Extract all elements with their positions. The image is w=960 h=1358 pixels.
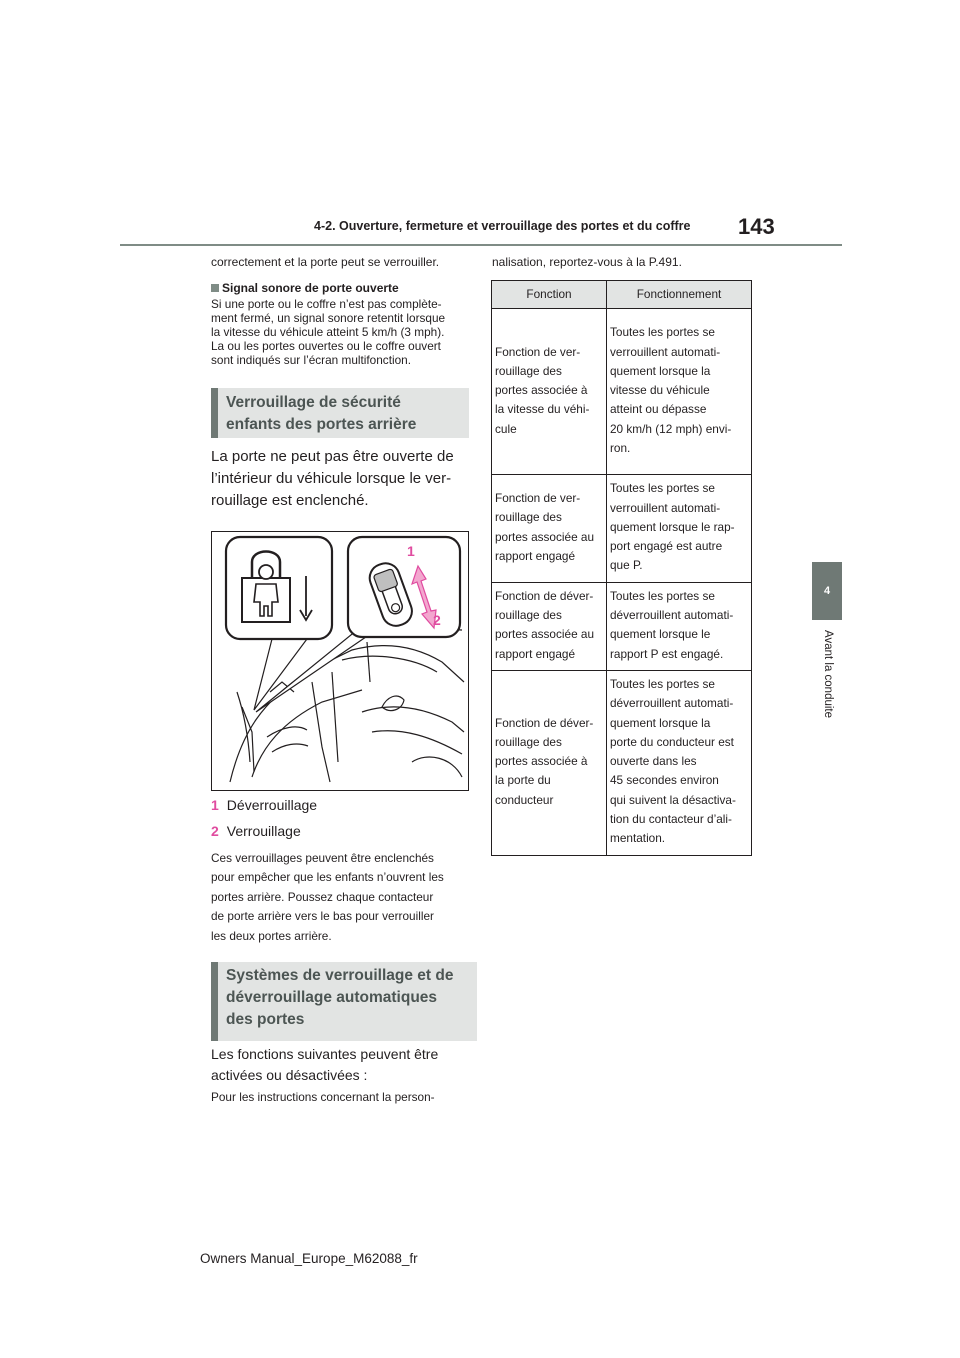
text-line: rouillage des <box>495 734 562 749</box>
text-line: cule <box>495 421 517 436</box>
text-line: Toutes les portes se <box>610 325 715 340</box>
text-line: vitesse du véhicule <box>610 383 710 398</box>
text-line: sont indiqués sur l’écran multifonction. <box>211 353 411 367</box>
title-line: Systèmes de verrouillage et de <box>226 967 454 984</box>
signal-heading-text: Signal sonore de porte ouverte <box>222 281 399 295</box>
table-header-cell: Fonction <box>492 281 607 309</box>
text-line: Fonction de ver- <box>495 344 581 359</box>
text-line: rouillage est enclenché. <box>211 492 369 509</box>
text-line: quement lorsque la <box>610 715 711 730</box>
text-line: quement lorsque le <box>610 627 711 642</box>
legend-text: Verrouillage <box>226 823 301 839</box>
text-line: Toutes les portes se <box>610 588 715 603</box>
table-cell-function <box>492 670 607 855</box>
text-line: déverrouillent automati- <box>610 696 734 711</box>
legend-number: 1 <box>211 797 219 813</box>
figure-label-2: 2 <box>433 612 441 628</box>
text-line: ouverte dans les <box>610 754 697 769</box>
text-line: La porte ne peut pas être ouverte de <box>211 448 454 465</box>
text-line: Fonction de déver- <box>495 715 594 730</box>
text-line: verrouillent automati- <box>610 344 721 359</box>
section-auto-lock-title <box>211 962 477 1041</box>
text-line: activées ou désactivées : <box>211 1067 368 1083</box>
signal-paragraph <box>211 297 469 367</box>
text-line: Fonction de déver- <box>495 588 594 603</box>
auto-lock-note: Pour les instructions concernant la person- <box>211 1090 435 1104</box>
text-line: rouillage des <box>495 363 562 378</box>
title-line: enfants des portes arrière <box>226 416 417 433</box>
text-line: pour empêcher que les enfants n’ouvrent les <box>211 870 444 885</box>
legend-number: 2 <box>211 823 219 839</box>
text-line: Ces verrouillages peuvent être enclenchés <box>211 851 434 865</box>
text-line: de porte arrière vers le bas pour verrouiller <box>211 909 434 924</box>
chapter-tab-number: 4 <box>812 562 842 620</box>
function-table <box>491 280 752 856</box>
table-row <box>492 582 752 670</box>
text-line: portes associée à <box>495 383 588 398</box>
table-row <box>492 670 752 855</box>
text-line: quement lorsque la <box>610 363 711 378</box>
left-column <box>211 255 469 512</box>
text-line: Toutes les portes se <box>610 676 715 691</box>
text-line: Si une porte ou le coffre n’est pas complète- <box>211 297 442 311</box>
text-line: ron. <box>610 441 631 456</box>
section-child-lock-title <box>211 388 469 438</box>
table-cell-function <box>492 475 607 582</box>
table-cell-function <box>492 309 607 475</box>
table-cell-operation <box>607 670 752 855</box>
title-line: déverrouillage automatiques <box>226 989 438 1006</box>
text-line: Fonction de ver- <box>495 490 581 505</box>
text-line: rapport engagé <box>495 646 576 661</box>
text-line: verrouillent automati- <box>610 500 721 515</box>
page-number: 143 <box>738 214 775 239</box>
legend-item <box>211 821 469 841</box>
chapter-tab-label: Avant la conduite <box>822 630 834 719</box>
text-line: ment fermé, un signal sonore retentit lorsque <box>211 311 446 325</box>
table-header-row <box>492 281 752 309</box>
text-line: qui suivent la désactiva- <box>610 792 736 807</box>
text-line: portes associée au <box>495 627 595 642</box>
text-line: atteint ou dépasse <box>610 402 707 417</box>
text-line: rouillage des <box>495 608 562 623</box>
child-lock-illustration <box>211 531 469 791</box>
text-line: conducteur <box>495 792 554 807</box>
title-line: Verrouillage de sécurité <box>226 394 401 411</box>
signal-heading <box>211 281 469 295</box>
title-line: des portes <box>226 1011 305 1028</box>
table-cell-operation <box>607 309 752 475</box>
text-line: 20 km/h (12 mph) envi- <box>610 421 732 436</box>
section-header-title: 4-2. Ouverture, fermeture et verrouillage des portes et du coffre <box>314 219 691 233</box>
text-line: la vitesse du véhicule atteint 5 km/h (3 mph). <box>211 325 445 339</box>
text-line: Les fonctions suivantes peuvent être <box>211 1046 439 1062</box>
text-line: portes associée au <box>495 529 595 544</box>
legend-item <box>211 795 469 815</box>
figure-legend <box>211 795 469 946</box>
text-line: portes associée à <box>495 754 588 769</box>
text-line: quement lorsque le rap- <box>610 519 735 534</box>
text-line: la porte du <box>495 773 551 788</box>
text-line: rapport engagé <box>495 548 576 563</box>
child-lock-paragraph <box>211 446 469 512</box>
text-line: La ou les portes ouvertes ou le coffre ouvert <box>211 339 441 353</box>
header-divider <box>120 244 842 246</box>
text-line: la vitesse du véhi- <box>495 402 590 417</box>
text-line: rapport P est engagé. <box>610 646 724 661</box>
text-line: portes arrière. Poussez chaque contacteur <box>211 889 434 904</box>
table-row <box>492 475 752 582</box>
text-line: 45 secondes environ <box>610 773 719 788</box>
continuation-text: nalisation, reportez-vous à la P.491. <box>492 255 682 269</box>
text-line: rouillage des <box>495 510 562 525</box>
table-header-cell: Fonctionnement <box>607 281 752 309</box>
footer-manual-id: Owners Manual_Europe_M62088_fr <box>200 1251 418 1266</box>
child-lock-note <box>211 849 469 946</box>
intro-text: correctement et la porte peut se verrouiller. <box>211 255 440 269</box>
table-cell-function <box>492 582 607 670</box>
text-line: tion du contacteur d’ali- <box>610 812 732 827</box>
text-line: déverrouillent automati- <box>610 608 734 623</box>
text-line: port engagé est autre <box>610 539 723 554</box>
figure-label-1: 1 <box>407 543 415 559</box>
chapter-tab-label-wrapper <box>786 630 866 719</box>
table-cell-operation <box>607 475 752 582</box>
table-cell-operation <box>607 582 752 670</box>
text-line: porte du conducteur est <box>610 734 734 749</box>
text-line: les deux portes arrière. <box>211 928 332 943</box>
text-line: mentation. <box>610 831 666 846</box>
text-line: Toutes les portes se <box>610 481 715 496</box>
legend-text: Déverrouillage <box>226 797 318 813</box>
square-bullet-icon <box>211 284 219 292</box>
text-line: que P. <box>610 558 643 573</box>
auto-lock-paragraph <box>211 1044 469 1086</box>
text-line: l’intérieur du véhicule lorsque le ver- <box>211 470 452 487</box>
table-row <box>492 309 752 475</box>
